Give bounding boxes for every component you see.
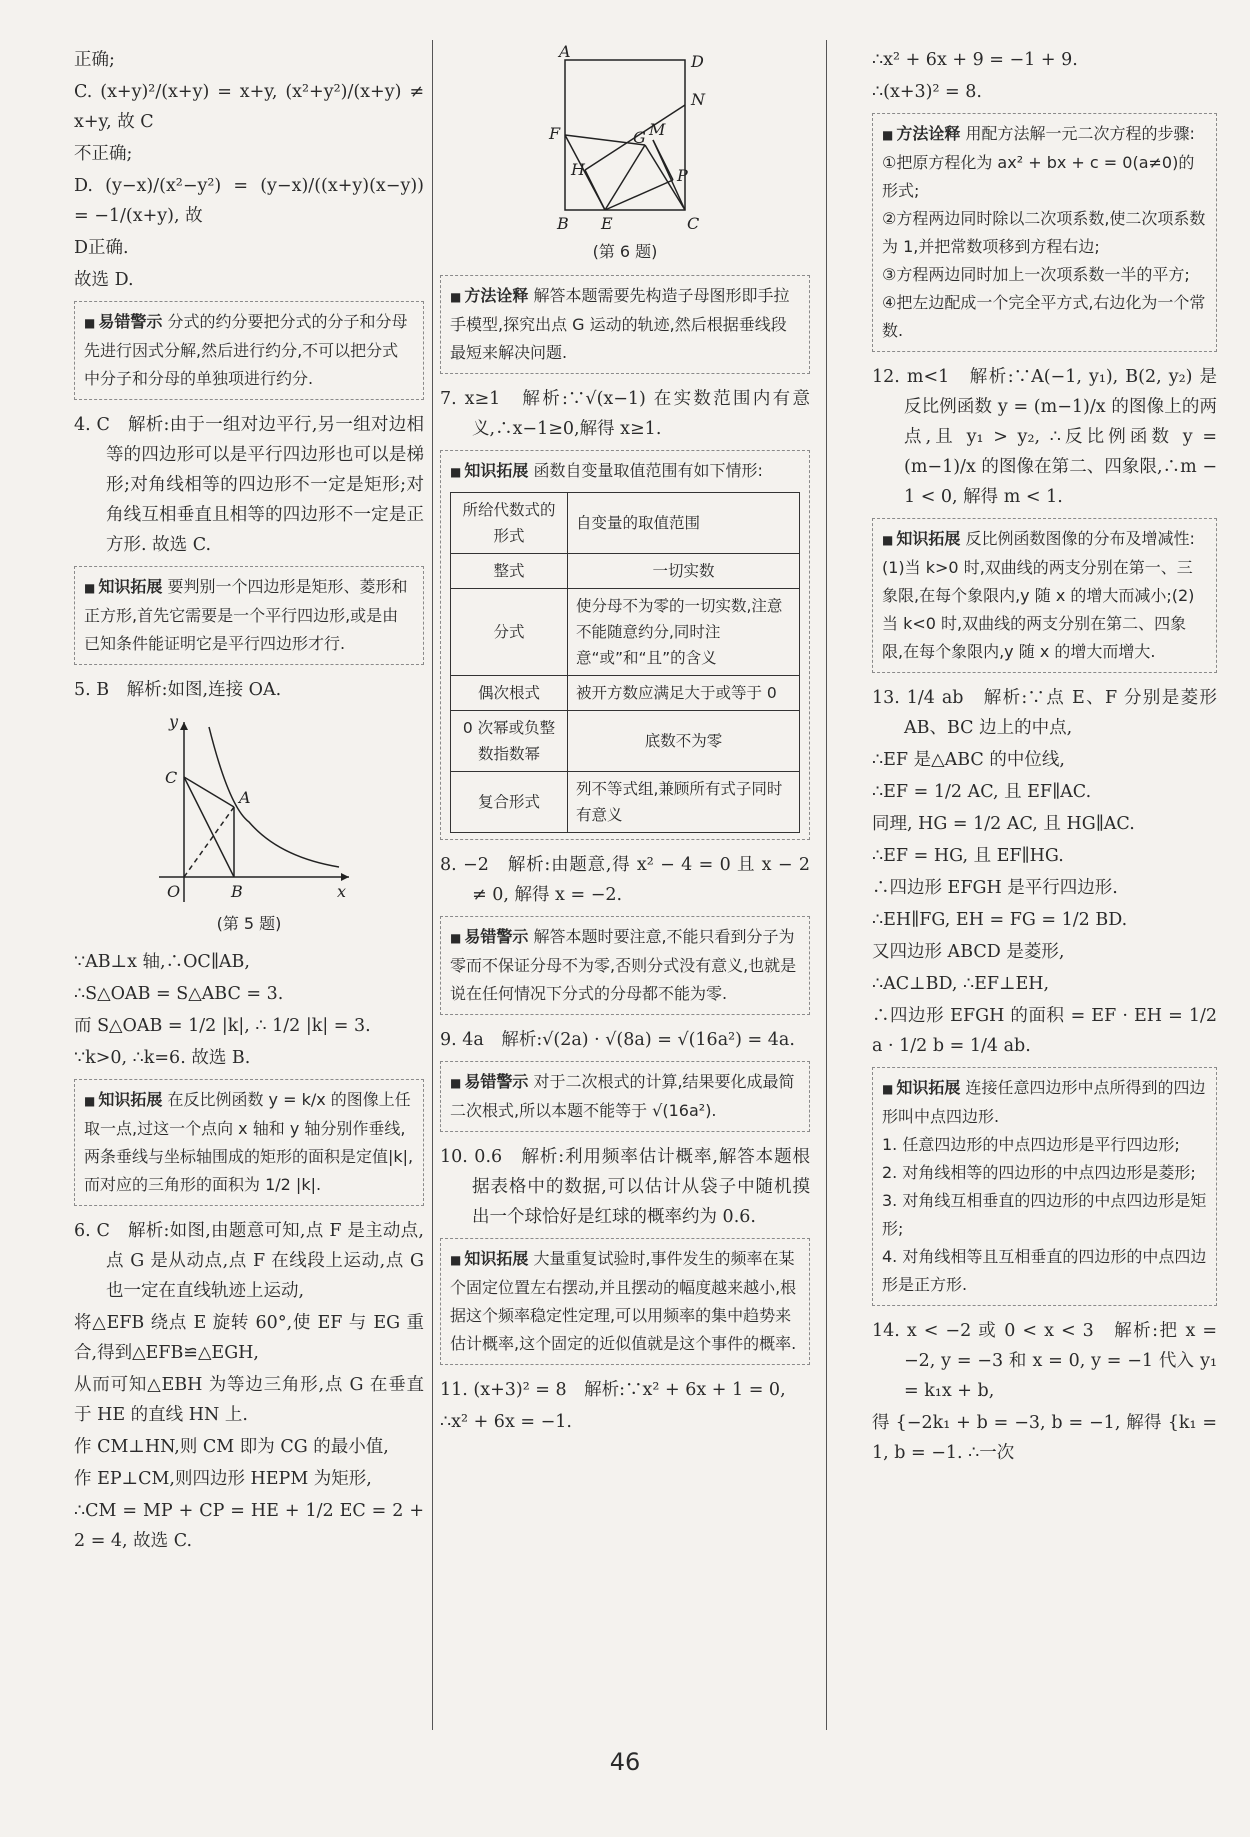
method-box bbox=[872, 113, 1217, 352]
table-row bbox=[451, 554, 800, 589]
text-line: ∴四边形 EFGH 是平行四边形. bbox=[872, 878, 1118, 898]
knowledge-box bbox=[872, 518, 1217, 673]
knowledge-box bbox=[74, 566, 424, 665]
figure-5 bbox=[139, 707, 359, 907]
box-text: 解答本题需要先构造子母图形即手拉手模型,探究出点 G 运动的轨迹,然后根据垂线段最短来解决问题. bbox=[450, 286, 790, 362]
error-warning-box bbox=[440, 1061, 810, 1132]
table-cell: 被开方数应满足大于或等于 0 bbox=[568, 676, 800, 711]
table-row bbox=[451, 493, 800, 554]
box-tag: ■ 易错警示 bbox=[84, 312, 162, 331]
table-cell: 复合形式 bbox=[451, 772, 568, 833]
box-text: 连接任意四边形中点所得到的四边形叫中点四边形. bbox=[882, 1078, 1206, 1126]
table-row bbox=[451, 589, 800, 676]
label-E: E bbox=[601, 214, 613, 233]
answer-11: 11. (x+3)² = 8 解析:∵x² + 6x + 1 = 0, bbox=[440, 1380, 786, 1400]
text-line: D正确. bbox=[74, 238, 129, 258]
text-line: 从而可知△EBH 为等边三角形,点 G 在垂直于 HE 的直线 HN 上. bbox=[74, 1375, 424, 1425]
label-F: F bbox=[549, 124, 561, 143]
table-cell: 自变量的取值范围 bbox=[568, 493, 800, 554]
box-text: 要判别一个四边形是矩形、菱形和正方形,首先它需要是一个平行四边形,或是由已知条件能证明它是平行四边形才行. bbox=[84, 577, 408, 653]
box-step: ②方程两边同时除以二次项系数,使二次项系数为 1,并把常数项移到方程右边; bbox=[882, 209, 1206, 256]
table-cell: 偶次根式 bbox=[451, 676, 568, 711]
column-3 bbox=[872, 45, 1217, 1470]
answer-10: 10. 0.6 解析:利用频率估计概率,解答本题根据表格中的数据,可以估计从袋子中随机摸出一个球恰好是红球的概率约为 0.6. bbox=[440, 1147, 810, 1227]
text-line: 正确; bbox=[74, 50, 115, 70]
box-step: ③方程两边同时加上一次项系数一半的平方; bbox=[882, 265, 1190, 284]
box-step: ①把原方程化为 ax² + bx + c = 0(a≠0)的形式; bbox=[882, 153, 1195, 200]
label-D: D bbox=[691, 52, 704, 71]
text-line: ∴四边形 EFGH 的面积 = EF · EH = 1/2 a · 1/2 b = 1/4 ab. bbox=[872, 1006, 1217, 1056]
label-P: P bbox=[677, 166, 688, 185]
column-2 bbox=[440, 45, 810, 1439]
text-line: ∴EF = 1/2 AC, 且 EF∥AC. bbox=[872, 782, 1092, 802]
label-M: M bbox=[649, 120, 666, 139]
box-text: 大量重复试验时,事件发生的频率在某个固定位置左右摆动,并且摆动的幅度越来越小,根据这个频率稳定性定理,可以用频率的集中趋势来估计概率,这个固定的近似值就是这个事件的概率. bbox=[450, 1249, 797, 1353]
table-row bbox=[451, 772, 800, 833]
text-line: ∴AC⊥BD, ∴EF⊥EH, bbox=[872, 974, 1050, 994]
knowledge-box bbox=[440, 450, 810, 840]
answer-6: 6. C 解析:如图,由题意可知,点 F 是主动点,点 G 是从动点,点 F 在线段上运动,点 G 也一定在直线轨迹上运动, bbox=[74, 1221, 424, 1301]
box-tag: ■ 方法诠释 bbox=[450, 286, 528, 305]
box-text: 用配方法解一元二次方程的步骤: bbox=[965, 124, 1195, 143]
box-tag: ■ 方法诠释 bbox=[882, 124, 960, 143]
label-A: A bbox=[239, 788, 251, 807]
label-O: O bbox=[167, 882, 181, 901]
error-warning-box bbox=[440, 916, 810, 1015]
page-number: 46 bbox=[609, 1748, 641, 1776]
box-text: 在反比例函数 y = k/x 的图像上任取一点,过这一个点向 x 轴和 y 轴分别作垂线,两条垂线与坐标轴围成的矩形的面积是定值|k|,而对应的三角形的面积为 1/2 |k|. bbox=[84, 1090, 414, 1194]
text-line: ∴x² + 6x + 9 = −1 + 9. bbox=[872, 50, 1078, 70]
text-line: 得 {−2k₁ + b = −3, b = −1, 解得 {k₁ = 1, b = −1. ∴一次 bbox=[872, 1413, 1217, 1463]
table-cell: 一切实数 bbox=[568, 554, 800, 589]
text-line: 作 EP⊥CM,则四边形 HEPM 为矩形, bbox=[74, 1469, 372, 1489]
box-tag: ■ 知识拓展 bbox=[84, 577, 162, 596]
label-y: y bbox=[169, 712, 179, 731]
table-cell: 列不等式组,兼顾所有式子同时有意义 bbox=[568, 772, 800, 833]
text-line: 同理, HG = 1/2 AC, 且 HG∥AC. bbox=[872, 814, 1135, 834]
label-B: B bbox=[557, 214, 569, 233]
label-C: C bbox=[687, 214, 700, 233]
text-line: 而 S△OAB = 1/2 |k|, ∴ 1/2 |k| = 3. bbox=[74, 1016, 371, 1036]
label-G: G bbox=[633, 128, 646, 147]
column-divider-1 bbox=[432, 40, 433, 1730]
knowledge-box bbox=[440, 1238, 810, 1365]
answer-13: 13. 1/4 ab 解析:∵点 E、F 分别是菱形 AB、BC 边上的中点, bbox=[872, 688, 1217, 738]
column-divider-2 bbox=[826, 40, 827, 1730]
box-step: 4. 对角线相等且互相垂直的四边形的中点四边形是正方形. bbox=[882, 1247, 1207, 1294]
text-line: ∴EH∥FG, EH = FG = 1/2 BD. bbox=[872, 910, 1128, 930]
table-cell: 0 次幂或负整数指数幂 bbox=[451, 711, 568, 772]
table-cell: 底数不为零 bbox=[568, 711, 800, 772]
box-tag: ■ 知识拓展 bbox=[84, 1090, 162, 1109]
text-line: 故选 D. bbox=[74, 270, 134, 290]
method-box bbox=[440, 275, 810, 374]
label-N: N bbox=[691, 90, 705, 109]
box-step: 2. 对角线相等的四边形的中点四边形是菱形; bbox=[882, 1163, 1196, 1182]
label-H: H bbox=[571, 160, 585, 179]
knowledge-box bbox=[74, 1079, 424, 1206]
text-line: ∵k>0, ∴k=6. 故选 B. bbox=[74, 1048, 251, 1068]
answer-4: 4. C 解析:由于一组对边平行,另一组对边相等的四边形可以是平行四边形也可以是梯形;对角线相等的四边形不一定是矩形;对角线互相垂直且相等的四边形不一定是正方形. 故选 C. bbox=[74, 415, 424, 555]
knowledge-box bbox=[872, 1067, 1217, 1306]
box-text: 函数自变量取值范围有如下情形: bbox=[533, 461, 763, 480]
table-cell: 分式 bbox=[451, 589, 568, 676]
box-text: 分式的约分要把分式的分子和分母先进行因式分解,然后进行约分,不可以把分式中分子和分母的单独项进行约分. bbox=[84, 312, 408, 388]
box-step: ④把左边配成一个完全平方式,右边化为一个常数. bbox=[882, 293, 1206, 340]
table-row bbox=[451, 711, 800, 772]
answer-8: 8. −2 解析:由题意,得 x² − 4 = 0 且 x − 2 ≠ 0, 解得 x = −2. bbox=[440, 855, 810, 905]
label-x: x bbox=[337, 882, 347, 901]
box-text: 反比例函数图像的分布及增减性:(1)当 k>0 时,双曲线的两支分别在第一、三象限,在每个象限内,y 随 x 的增大而减小;(2)当 k<0 时,双曲线的两支分别在第二、四象限,在每个象限内,y 随 x 的增大而增大. bbox=[882, 529, 1195, 661]
figure-6-caption: (第 6 题) bbox=[592, 242, 658, 261]
text-line: ∴(x+3)² = 8. bbox=[872, 82, 982, 102]
column-1 bbox=[74, 45, 424, 1558]
answer-14: 14. x < −2 或 0 < x < 3 解析:把 x = −2, y = −3 和 x = 0, y = −1 代入 y₁ = k₁x + b, bbox=[872, 1321, 1217, 1401]
text-line: 不正确; bbox=[74, 144, 133, 164]
text-line: ∵AB⊥x 轴,∴OC∥AB, bbox=[74, 952, 250, 972]
figure-5-caption: (第 5 题) bbox=[216, 914, 282, 933]
box-text: 对于二次根式的计算,结果要化成最简二次根式,所以本题不能等于 √(16a²). bbox=[450, 1072, 795, 1120]
box-tag: ■ 知识拓展 bbox=[450, 1249, 528, 1268]
table-cell: 整式 bbox=[451, 554, 568, 589]
box-tag: ■ 知识拓展 bbox=[450, 461, 528, 480]
figure-6 bbox=[525, 45, 725, 235]
text-line: ∴EF 是△ABC 的中位线, bbox=[872, 750, 1065, 770]
table-cell: 所给代数式的形式 bbox=[451, 493, 568, 554]
text-line: 将△EFB 绕点 E 旋转 60°,使 EF 与 EG 重合,得到△EFB≌△EGH, bbox=[74, 1313, 424, 1363]
box-tag: ■ 知识拓展 bbox=[882, 529, 960, 548]
text-line: D. (y−x)/(x²−y²) = (y−x)/((x+y)(x−y)) = −1/(x+y), 故 bbox=[74, 176, 424, 226]
box-tag: ■ 易错警示 bbox=[450, 1072, 528, 1091]
box-tag: ■ 知识拓展 bbox=[882, 1078, 960, 1097]
text-line: ∴x² + 6x = −1. bbox=[440, 1412, 572, 1432]
box-tag: ■ 易错警示 bbox=[450, 927, 528, 946]
text-line: ∴EF = HG, 且 EF∥HG. bbox=[872, 846, 1064, 866]
table-cell: 使分母不为零的一切实数,注意不能随意约分,同时注意“或”和“且”的含义 bbox=[568, 589, 800, 676]
domain-table bbox=[450, 492, 800, 833]
error-warning-box bbox=[74, 301, 424, 400]
text-line: 又四边形 ABCD 是菱形, bbox=[872, 942, 1065, 962]
box-text: 解答本题时要注意,不能只看到分子为零而不保证分母不为零,否则分式没有意义,也就是说在任何情况下分式的分母都不能为零. bbox=[450, 927, 797, 1003]
table-row bbox=[451, 676, 800, 711]
answer-5: 5. B 解析:如图,连接 OA. bbox=[74, 680, 282, 700]
box-step: 1. 任意四边形的中点四边形是平行四边形; bbox=[882, 1135, 1180, 1154]
label-C: C bbox=[165, 768, 178, 787]
label-A: A bbox=[559, 45, 571, 61]
answer-12: 12. m<1 解析:∵A(−1, y₁), B(2, y₂) 是反比例函数 y = (m−1)/x 的图像上的两点,且 y₁ > y₂, ∴反比例函数 y = (m−1)/x 的图像在第二、四象限,∴m − 1 < 0, 解得 m < 1. bbox=[872, 367, 1217, 507]
text-line: ∴CM = MP + CP = HE + 1/2 EC = 2 + 2 = 4, 故选 C. bbox=[74, 1501, 424, 1551]
answer-7: 7. x≥1 解析:∵√(x−1) 在实数范围内有意义,∴x−1≥0,解得 x≥1. bbox=[440, 389, 810, 439]
text-line: ∴S△OAB = S△ABC = 3. bbox=[74, 984, 284, 1004]
text-line: 作 CM⊥HN,则 CM 即为 CG 的最小值, bbox=[74, 1437, 389, 1457]
label-B: B bbox=[231, 882, 243, 901]
text-line: C. (x+y)²/(x+y) = x+y, (x²+y²)/(x+y) ≠ x+y, 故 C bbox=[74, 82, 424, 132]
box-step: 3. 对角线互相垂直的四边形的中点四边形是矩形; bbox=[882, 1191, 1207, 1238]
answer-9: 9. 4a 解析:√(2a) · √(8a) = √(16a²) = 4a. bbox=[440, 1030, 795, 1050]
